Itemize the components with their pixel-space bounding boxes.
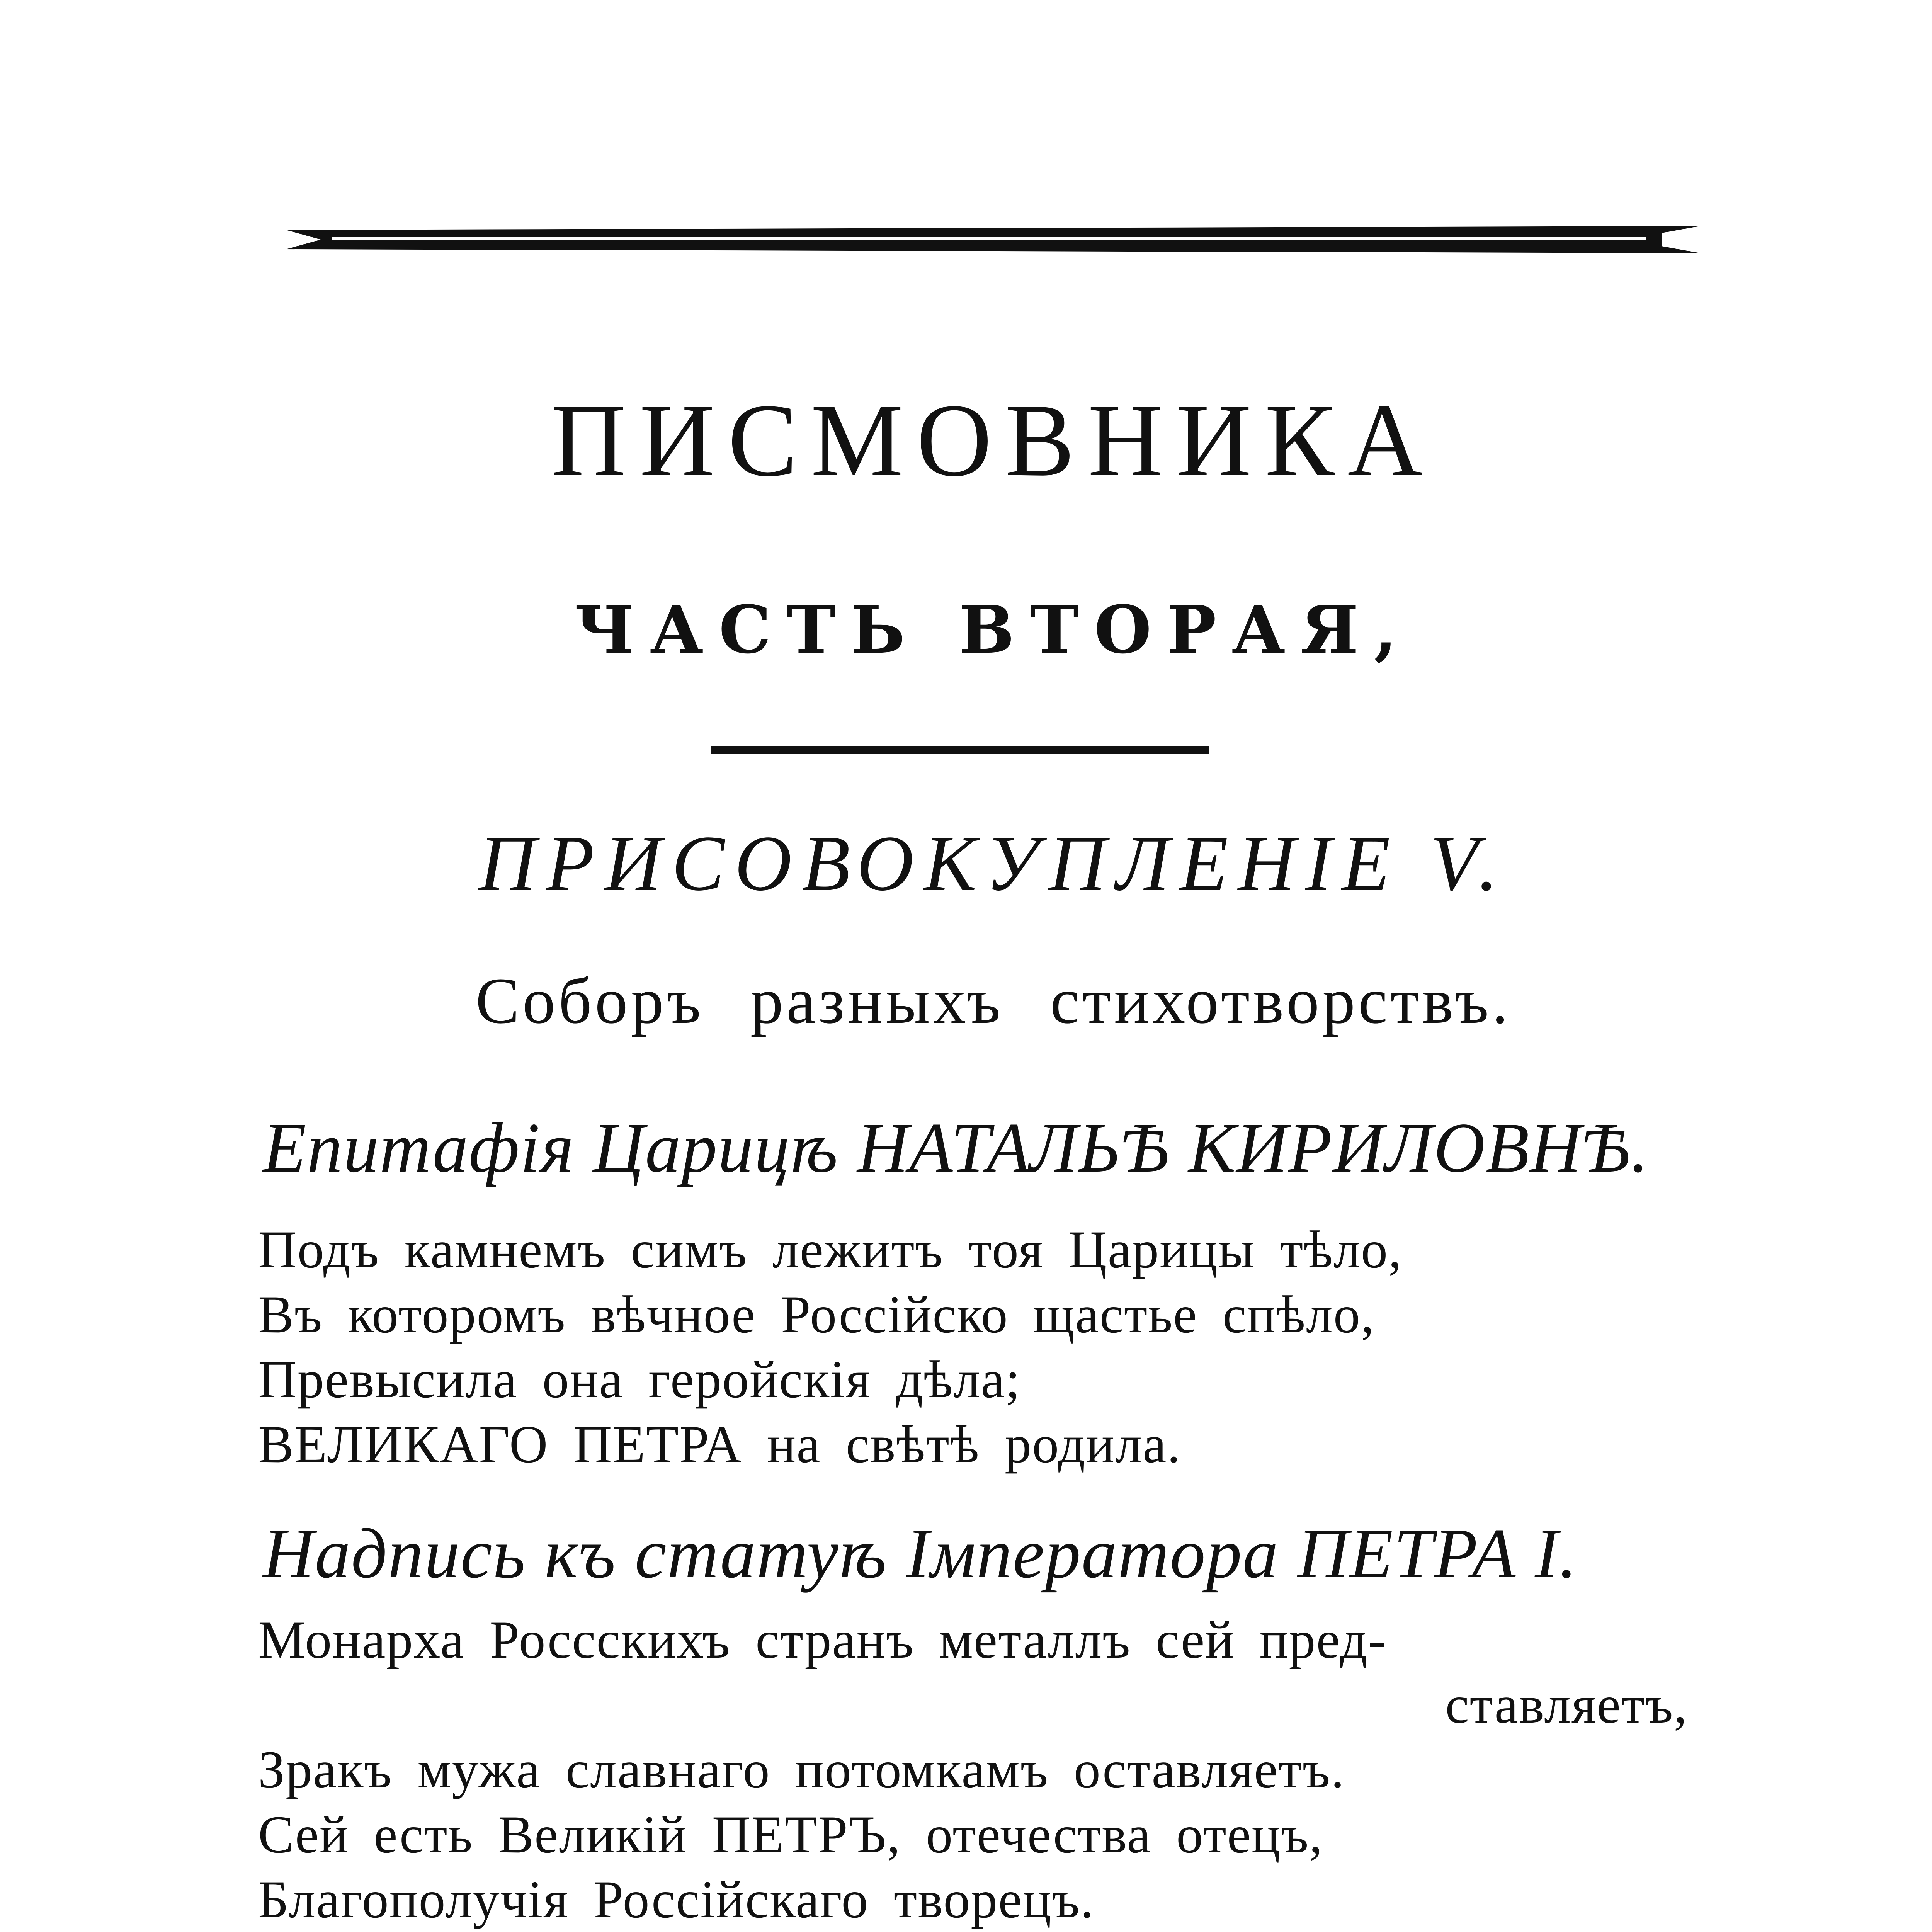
epitaph-title: Епитафія Царицѣ НАТАЛЬѢ КИРИЛОВНѢ. xyxy=(263,1108,1650,1187)
verse-line: Зракъ мужа славнаго потомкамъ оставляетъ. xyxy=(258,1740,1345,1799)
collection-subheading: Соборъ разныхъ стихотворствъ. xyxy=(475,964,1512,1037)
section-divider xyxy=(711,746,1209,754)
appendix-heading: ПРИСОВОКУПЛЕНІЕ V. xyxy=(478,820,1509,907)
part-heading: ЧАСТЬ ВТОРАЯ, xyxy=(574,591,1413,668)
epitaph-verse xyxy=(258,1217,1403,1477)
verse-line: Превысила она геройскія дѣла; xyxy=(258,1350,1021,1409)
verse-line: ВЕЛИКАГО ПЕТРА на свѣтѣ родила. xyxy=(258,1415,1181,1474)
verse-line: Въ которомъ вѣчное Россійско щастье спѣло, xyxy=(258,1285,1375,1344)
inscription-verse xyxy=(258,1607,1688,1932)
verse-line-continuation: ставляетъ, xyxy=(1445,1675,1688,1734)
verse-line: Монарха Россскихъ странъ металлъ сей пред- xyxy=(258,1610,1387,1669)
verse-line: Подъ камнемъ симъ лежитъ тоя Царицы тѣло, xyxy=(258,1220,1403,1279)
verse-line: Благополучія Россійскаго творецъ. xyxy=(258,1870,1095,1929)
top-ornamental-rule xyxy=(286,226,1700,253)
page-title: ПИСМОВНИКА xyxy=(551,383,1436,498)
inscription-title: Надпись къ статуѣ Імператора ПЕТРА І. xyxy=(263,1514,1578,1593)
verse-line: Сей есть Великій ПЕТРЪ, отечества отецъ, xyxy=(258,1805,1323,1864)
